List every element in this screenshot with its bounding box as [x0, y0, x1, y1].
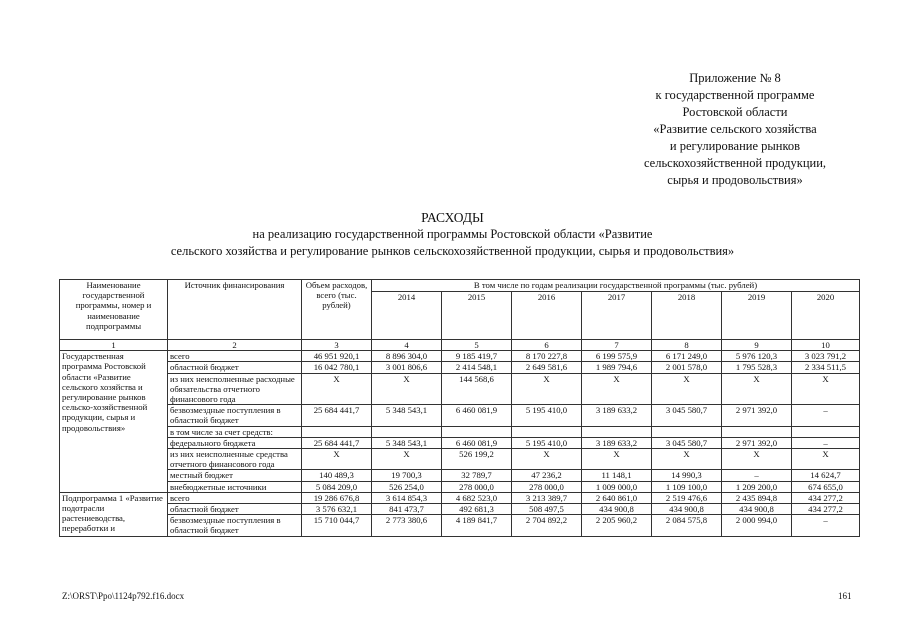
- year-value-cell: 434 277,2: [792, 492, 860, 503]
- source-cell: федерального бюджета: [168, 437, 302, 448]
- source-cell: областной бюджет: [168, 362, 302, 373]
- year-header: 2014: [372, 292, 442, 340]
- year-value-cell: 1 989 794,6: [582, 362, 652, 373]
- year-header: 2015: [442, 292, 512, 340]
- title-line: сельского хозяйства и регулирование рынков сельскохозяйственной продукции, сырья и продовольствия»: [170, 244, 735, 258]
- year-value-cell: X: [652, 373, 722, 405]
- year-value-cell: 1 209 200,0: [722, 481, 792, 492]
- header-total: Объем расходов, всего (тыс. рублей): [302, 280, 372, 340]
- year-value-cell: 3 045 580,7: [652, 405, 722, 426]
- year-value-cell: 6 199 575,9: [582, 351, 652, 362]
- year-value-cell: X: [582, 373, 652, 405]
- year-value-cell: 278 000,0: [512, 481, 582, 492]
- total-cell: 16 042 780,1: [302, 362, 372, 373]
- year-value-cell: 6 460 081,9: [442, 437, 512, 448]
- table-body: [60, 280, 860, 537]
- header-row: [60, 280, 860, 292]
- source-cell: всего: [168, 351, 302, 362]
- year-value-cell: 2 000 994,0: [722, 515, 792, 536]
- year-value-cell: 1 109 100,0: [652, 481, 722, 492]
- total-cell: 15 710 044,7: [302, 515, 372, 536]
- table-row: [60, 492, 860, 503]
- year-value-cell: 11 148,1: [582, 470, 652, 481]
- table-row: [60, 481, 860, 492]
- year-value-cell: 6 460 081,9: [442, 405, 512, 426]
- appendix-line: Приложение № 8: [689, 71, 781, 85]
- header-name: Наименование государственной программы, номер и наименование подпрограммы: [60, 280, 168, 340]
- source-cell: внебюджетные источники: [168, 481, 302, 492]
- column-numbers-row: [60, 340, 860, 351]
- year-value-cell: 2 971 392,0: [722, 437, 792, 448]
- appendix-line: сырья и продовольствия»: [667, 173, 803, 187]
- year-value-cell: X: [722, 449, 792, 470]
- expenses-table: [59, 279, 860, 537]
- year-value-cell: 5 195 410,0: [512, 405, 582, 426]
- year-value-cell: 5 976 120,3: [722, 351, 792, 362]
- year-value-cell: [372, 426, 442, 437]
- year-value-cell: [792, 426, 860, 437]
- total-cell: 46 951 920,1: [302, 351, 372, 362]
- year-value-cell: 1 009 000,0: [582, 481, 652, 492]
- year-value-cell: 2 519 476,6: [652, 492, 722, 503]
- year-value-cell: 4 682 523,0: [442, 492, 512, 503]
- page-number: 161: [838, 591, 852, 601]
- total-cell: 25 684 441,7: [302, 405, 372, 426]
- year-value-cell: 434 900,8: [652, 504, 722, 515]
- year-value-cell: 2 773 380,6: [372, 515, 442, 536]
- year-value-cell: 14 624,7: [792, 470, 860, 481]
- year-value-cell: 434 277,2: [792, 504, 860, 515]
- appendix-header: [600, 70, 870, 189]
- header-source: Источник финансирования: [168, 280, 302, 340]
- year-value-cell: 526 254,0: [372, 481, 442, 492]
- year-value-cell: X: [722, 373, 792, 405]
- year-value-cell: 5 348 543,1: [372, 437, 442, 448]
- year-value-cell: 2 649 581,6: [512, 362, 582, 373]
- total-cell: [302, 426, 372, 437]
- year-value-cell: 526 199,2: [442, 449, 512, 470]
- year-value-cell: –: [792, 437, 860, 448]
- year-value-cell: 2 971 392,0: [722, 405, 792, 426]
- year-value-cell: 3 189 633,2: [582, 437, 652, 448]
- column-number: 3: [302, 340, 372, 351]
- year-header: 2016: [512, 292, 582, 340]
- year-value-cell: 2 704 892,2: [512, 515, 582, 536]
- total-cell: 140 489,3: [302, 470, 372, 481]
- column-number: 6: [512, 340, 582, 351]
- appendix-line: и регулирование рынков: [669, 139, 801, 153]
- appendix-line: сельскохозяйственной продукции,: [643, 156, 827, 170]
- title-heading: РАСХОДЫ: [421, 210, 484, 225]
- year-value-cell: 674 655,0: [792, 481, 860, 492]
- appendix-line: Ростовской области: [682, 105, 788, 119]
- year-value-cell: 3 045 580,7: [652, 437, 722, 448]
- year-value-cell: 2 414 548,1: [442, 362, 512, 373]
- year-value-cell: 278 000,0: [442, 481, 512, 492]
- column-number: 8: [652, 340, 722, 351]
- table-row: [60, 405, 860, 426]
- year-value-cell: 4 189 841,7: [442, 515, 512, 536]
- year-header: 2019: [722, 292, 792, 340]
- year-value-cell: [582, 426, 652, 437]
- source-cell: из них неисполненные средства отчетного финансового года: [168, 449, 302, 470]
- year-value-cell: 144 568,6: [442, 373, 512, 405]
- table-row: [60, 437, 860, 448]
- year-value-cell: –: [792, 515, 860, 536]
- year-value-cell: 8 896 304,0: [372, 351, 442, 362]
- column-number: 5: [442, 340, 512, 351]
- title-line: на реализацию государственной программы Ростовской области «Развитие: [252, 227, 653, 241]
- year-value-cell: 1 795 528,3: [722, 362, 792, 373]
- year-value-cell: X: [792, 373, 860, 405]
- column-number: 10: [792, 340, 860, 351]
- total-cell: X: [302, 373, 372, 405]
- table-row: [60, 373, 860, 405]
- appendix-line: «Развитие сельского хозяйства: [653, 122, 817, 136]
- header-years-group: В том числе по годам реализации государственной программы (тыс. рублей): [372, 280, 860, 292]
- year-value-cell: X: [652, 449, 722, 470]
- year-value-cell: 2 205 960,2: [582, 515, 652, 536]
- year-value-cell: [652, 426, 722, 437]
- year-value-cell: [442, 426, 512, 437]
- year-value-cell: 434 900,8: [582, 504, 652, 515]
- year-value-cell: [722, 426, 792, 437]
- program-name: Подпрограмма 1 «Развитие подотрасли растениеводства, переработки и: [60, 492, 168, 536]
- year-value-cell: X: [372, 449, 442, 470]
- year-value-cell: 5 348 543,1: [372, 405, 442, 426]
- table-row: [60, 426, 860, 437]
- year-value-cell: –: [792, 405, 860, 426]
- source-cell: областной бюджет: [168, 504, 302, 515]
- table-row: [60, 515, 860, 536]
- total-cell: X: [302, 449, 372, 470]
- year-value-cell: X: [792, 449, 860, 470]
- year-value-cell: 19 700,3: [372, 470, 442, 481]
- total-cell: 3 576 632,1: [302, 504, 372, 515]
- program-name: Государственная программа Ростовской области «Развитие сельского хозяйства и регулирование рынков сельско-хозяйственной продукции, сырья и продовольствия»: [60, 351, 168, 493]
- year-value-cell: 2 001 578,0: [652, 362, 722, 373]
- year-value-cell: 2 640 861,0: [582, 492, 652, 503]
- year-value-cell: 8 170 227,8: [512, 351, 582, 362]
- year-value-cell: X: [372, 373, 442, 405]
- total-cell: 5 084 209,0: [302, 481, 372, 492]
- appendix-line: к государственной программе: [655, 88, 815, 102]
- source-cell: всего: [168, 492, 302, 503]
- table-row: [60, 449, 860, 470]
- year-value-cell: [512, 426, 582, 437]
- year-value-cell: 14 990,3: [652, 470, 722, 481]
- year-header: 2020: [792, 292, 860, 340]
- year-value-cell: 3 001 806,6: [372, 362, 442, 373]
- year-value-cell: 5 195 410,0: [512, 437, 582, 448]
- year-value-cell: X: [512, 449, 582, 470]
- year-value-cell: 3 213 389,7: [512, 492, 582, 503]
- year-value-cell: 3 023 791,2: [792, 351, 860, 362]
- source-cell: местный бюджет: [168, 470, 302, 481]
- year-value-cell: –: [722, 470, 792, 481]
- year-value-cell: 492 681,3: [442, 504, 512, 515]
- source-cell: из них неисполненные расходные обязательства отчетного финансового года: [168, 373, 302, 405]
- year-value-cell: 3 614 854,3: [372, 492, 442, 503]
- year-value-cell: 841 473,7: [372, 504, 442, 515]
- total-cell: 25 684 441,7: [302, 437, 372, 448]
- year-value-cell: X: [512, 373, 582, 405]
- source-cell: в том числе за счет средств:: [168, 426, 302, 437]
- table-row: [60, 362, 860, 373]
- year-header: 2018: [652, 292, 722, 340]
- total-cell: 19 286 676,8: [302, 492, 372, 503]
- source-cell: безвозмездные поступления в областной бюджет: [168, 405, 302, 426]
- year-header: 2017: [582, 292, 652, 340]
- year-value-cell: 2 435 894,8: [722, 492, 792, 503]
- year-value-cell: 32 789,7: [442, 470, 512, 481]
- document-title: [0, 209, 905, 260]
- year-value-cell: 508 497,5: [512, 504, 582, 515]
- column-number: 7: [582, 340, 652, 351]
- year-value-cell: 434 900,8: [722, 504, 792, 515]
- year-value-cell: 9 185 419,7: [442, 351, 512, 362]
- year-value-cell: X: [582, 449, 652, 470]
- table-row: [60, 504, 860, 515]
- table-row: [60, 351, 860, 362]
- year-value-cell: 2 334 511,5: [792, 362, 860, 373]
- year-value-cell: 6 171 249,0: [652, 351, 722, 362]
- year-value-cell: 2 084 575,8: [652, 515, 722, 536]
- column-number: 4: [372, 340, 442, 351]
- footer-file-path: Z:\ORST\Ppo\1124p792.f16.docx: [62, 591, 185, 601]
- column-number: 9: [722, 340, 792, 351]
- source-cell: безвозмездные поступления в областной бюджет: [168, 515, 302, 536]
- column-number: 2: [168, 340, 302, 351]
- year-value-cell: 3 189 633,2: [582, 405, 652, 426]
- column-number: 1: [60, 340, 168, 351]
- table-row: [60, 470, 860, 481]
- year-value-cell: 47 236,2: [512, 470, 582, 481]
